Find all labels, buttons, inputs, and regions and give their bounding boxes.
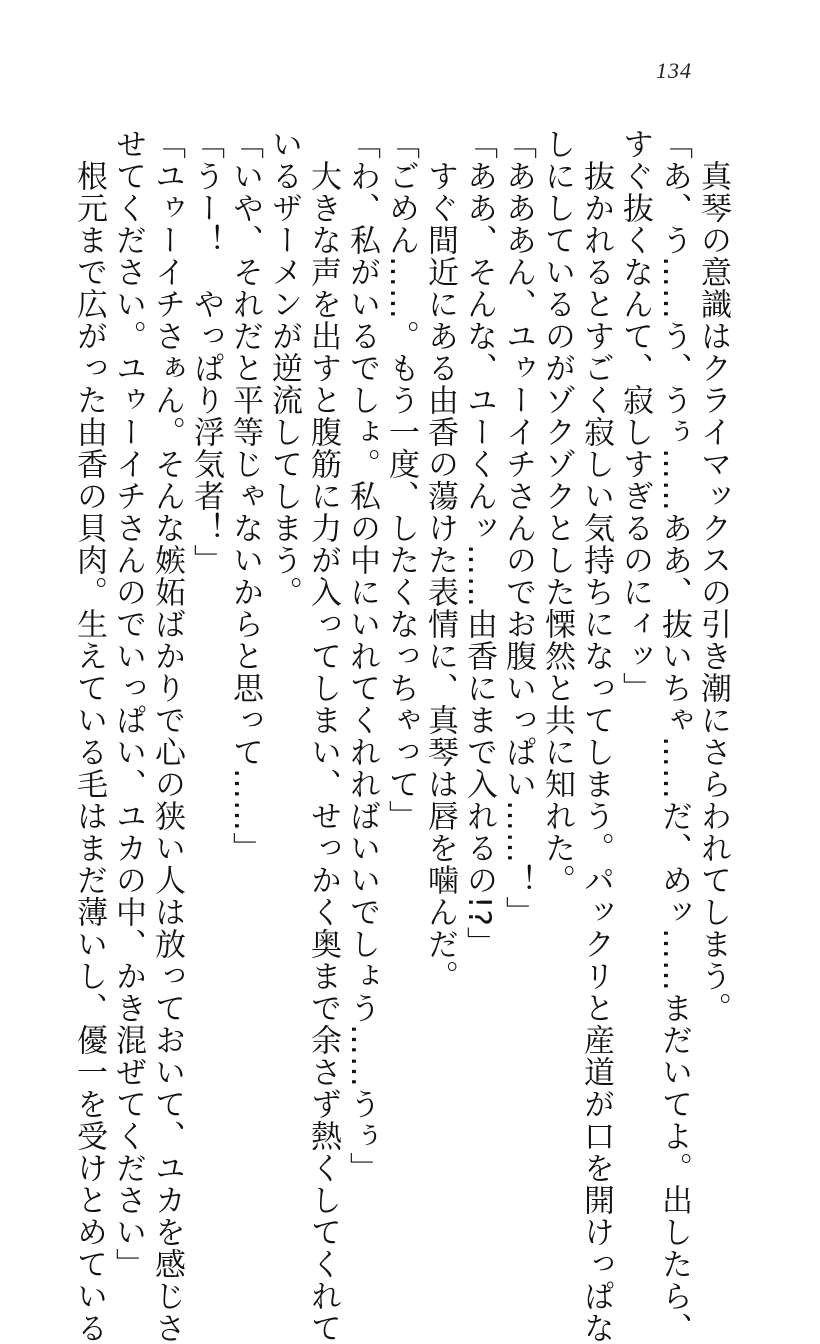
text-line: せてください。ユゥーイチさんのでいっぱい、ユカの中、かき混ぜてください」 [110,128,146,1280]
text-line: 「ああ、そんな、ユーくんッ……由香にまで入れるの!?」 [461,128,497,959]
text-line: 「ユゥーイチさぁん。そんな嫉妬ばかりで心の狭い人は放っておいて、ユカを感じさ [149,128,185,1344]
text-line: 根元まで広がった由香の貝肉。生えている毛はまだ薄いし、優一を受けとめている [71,128,107,1344]
text-line: 「わ、私がいるでしょ。私の中にいれてくれればいいでしょう……うぅ」 [344,128,380,1184]
text-line: 「いや、それだと平等じゃないからと思って……」 [227,128,263,864]
text-line: しにしているのがゾクゾクとした慄然と共に知れた。 [539,128,575,896]
text-line: 大きな声を出すと腹筋に力が入ってしまい、せっかく奥まで余さず熱くしてくれて [305,128,341,1344]
text-line: 「うー！ やっぱり浮気者！」 [188,128,224,576]
text-line: 「あああん、ユゥーイチさんのでお腹いっぱい……！」 [500,128,536,928]
text-line: すぐ間近にある由香の蕩けた表情に、真琴は唇を噛んだ。 [422,128,458,992]
vertical-text-body [69,128,732,1344]
text-line: すぐ抜くなんて、寂しすぎるのにィッ」 [617,128,653,704]
text-line: 抜かれるとすごく寂しい気持ちになってしまう。パックリと産道が口を開けっぱな [578,128,614,1344]
text-line: 真琴の意識はクライマックスの引き潮にさらわれてしまう。 [695,128,731,1024]
text-line: いるザーメンが逆流してしまう。 [266,128,302,608]
page-number: 134 [656,58,692,83]
text-line: 「ごめん……。もう一度、したくなっちゃって」 [383,128,419,832]
text-line: 「あ、う……う、うぅ……ああ、抜いちゃ……だ、めッ……まだいてよ。出したら、 [656,128,692,1344]
